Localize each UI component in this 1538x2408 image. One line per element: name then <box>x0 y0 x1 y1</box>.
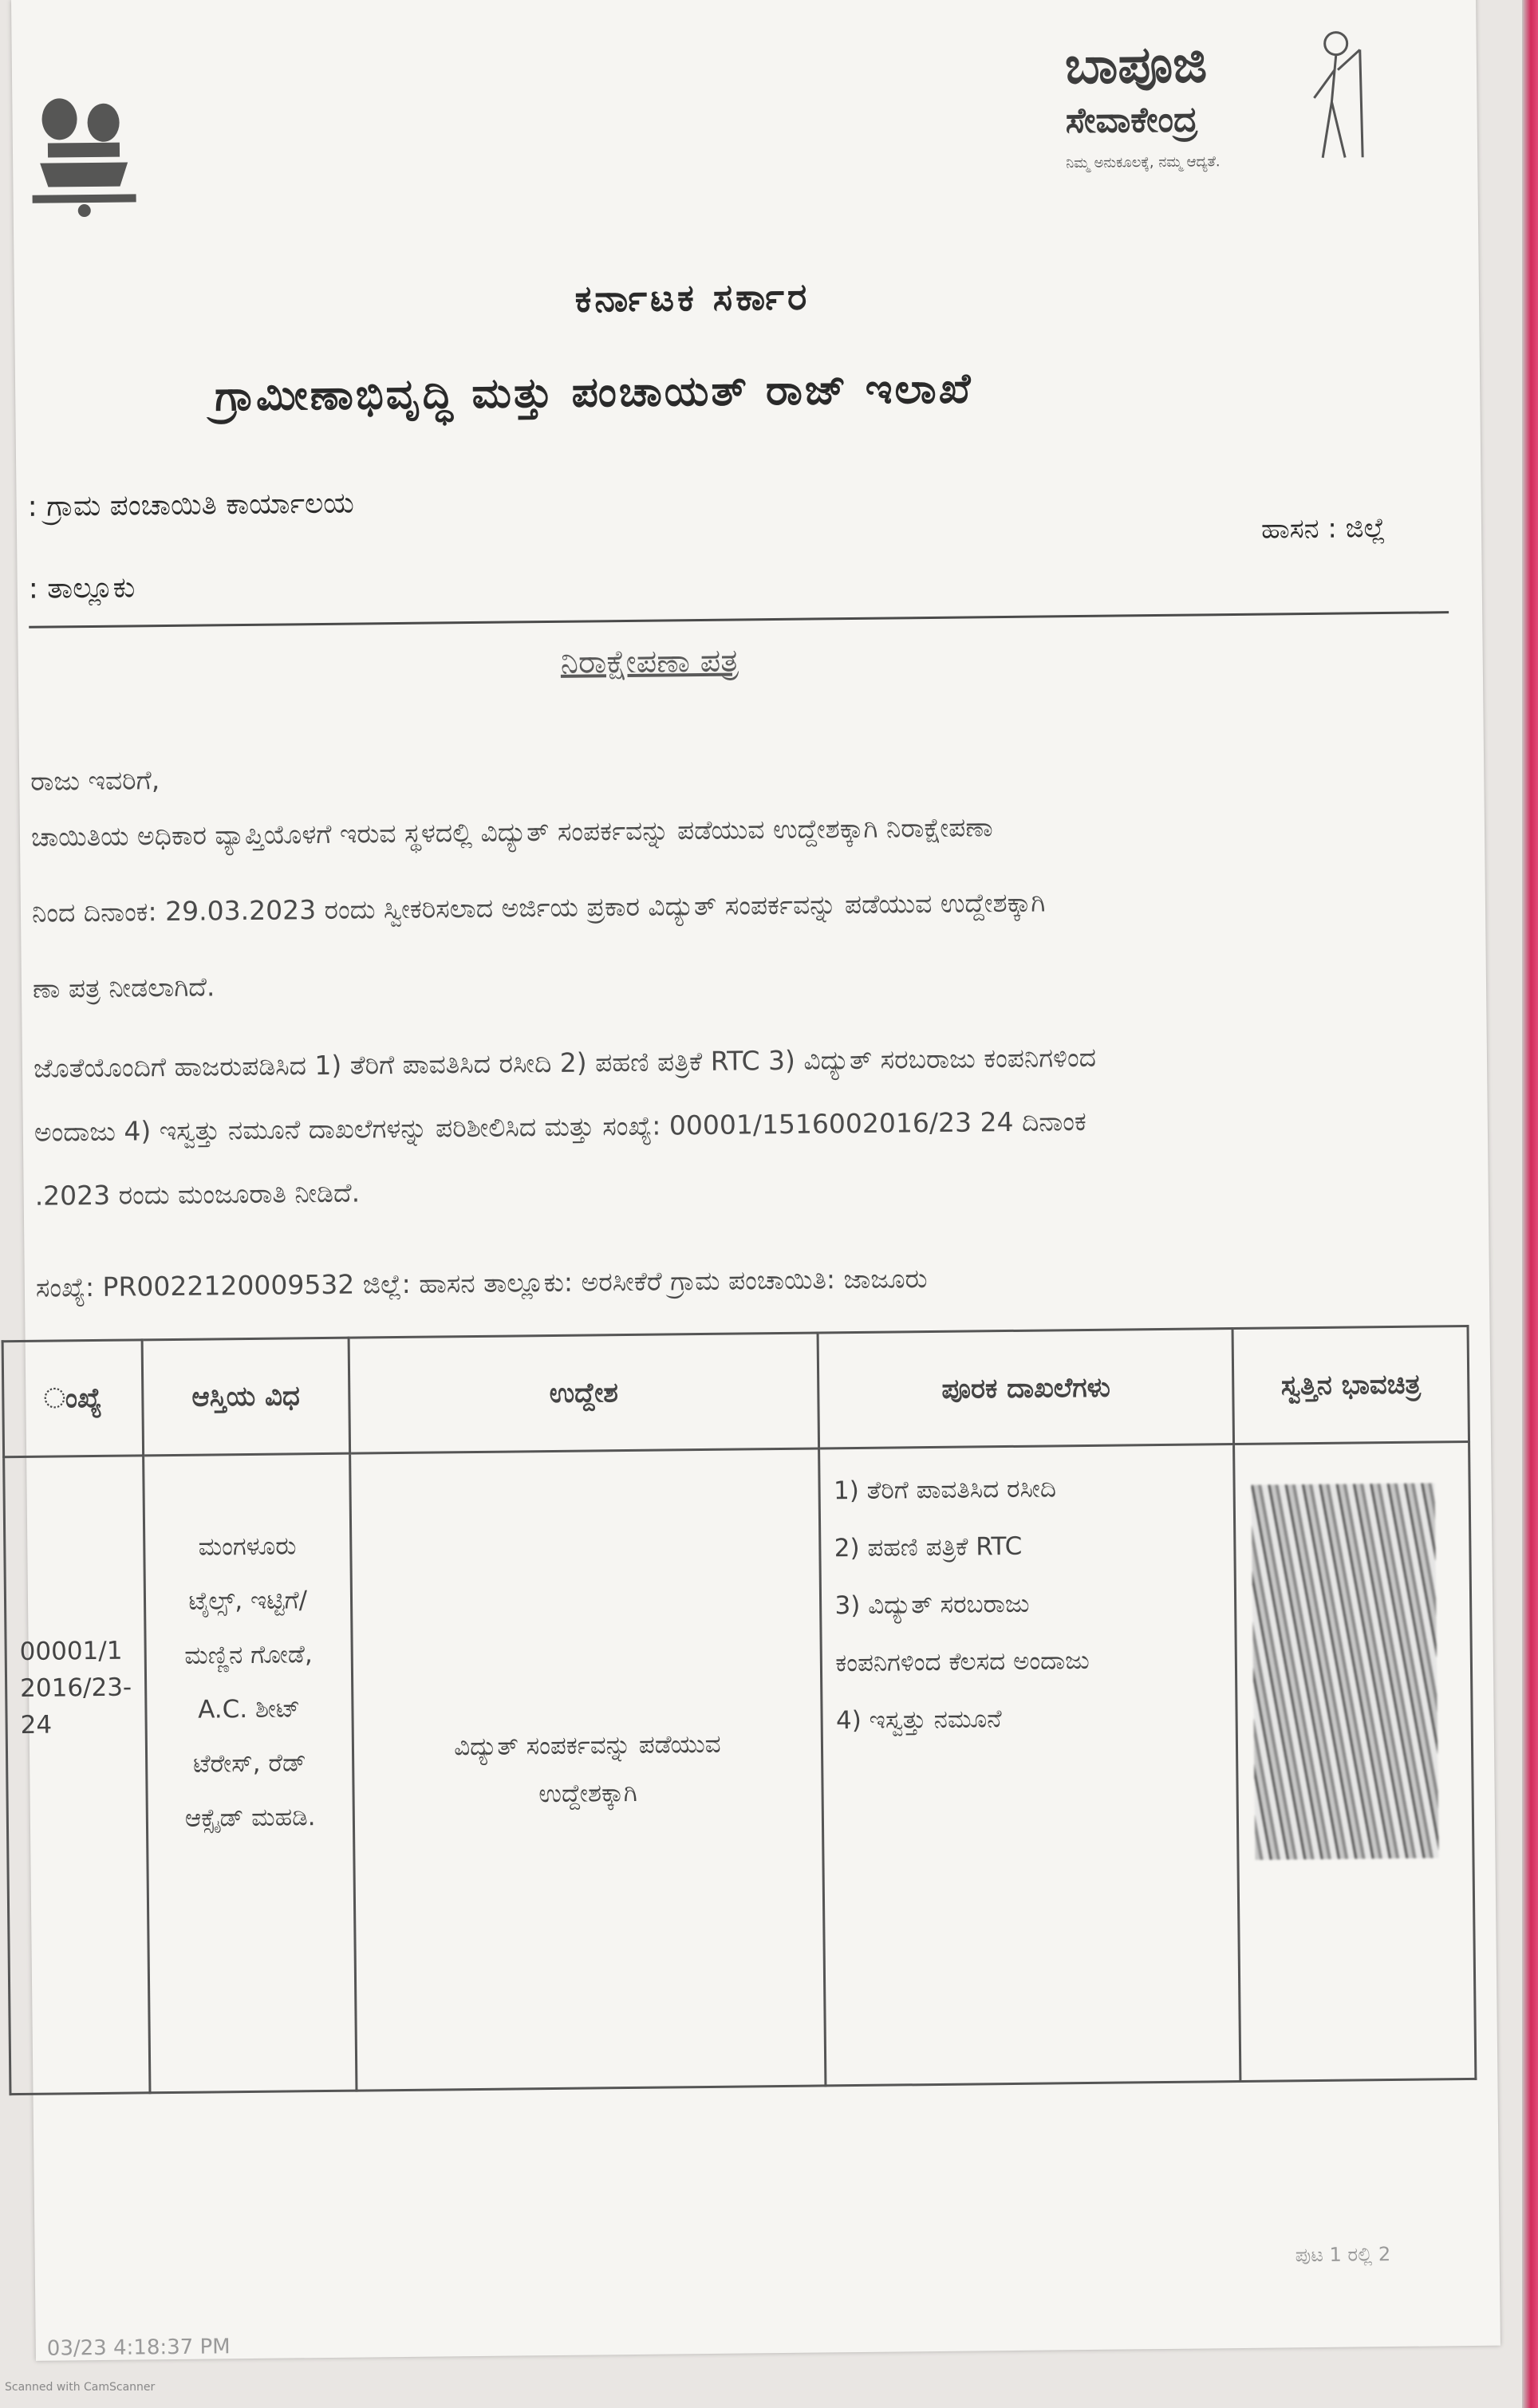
asset-type-line: A.C. ಶೀಟ್ <box>197 1694 301 1724</box>
column-header-documents: ಪೂರಕ ದಾಖಲೆಗಳು <box>818 1329 1233 1448</box>
document-page <box>11 0 1501 2361</box>
salutation: ರಾಜು ಇವರಿಗೆ, <box>30 764 160 797</box>
document-item: 2) ಪಹಣಿ ಪತ್ರಿಕೆ RTC <box>834 1531 1023 1563</box>
district-label: ಹಾಸನ : ಜಿಲ್ಲೆ <box>1260 511 1386 546</box>
document-item: 4) ಇಸ್ವತ್ತು ನಮೂನೆ <box>835 1705 1002 1736</box>
paragraph1-line3: ಣಾ ಪತ್ರ ನೀಡಲಾಗಿದೆ. <box>32 971 215 1004</box>
print-timestamp: 03/23 4:18:37 PM <box>46 2335 231 2361</box>
noc-number-line: 00001/1 <box>19 1636 123 1667</box>
document-title: ನಿರಾಕ್ಷೇಪಣಾ ಪತ್ರ <box>560 642 739 681</box>
document-item: 1) ತೆರಿಗೆ ಪಾವತಿಸಿದ ರಸೀದಿ <box>833 1474 1057 1506</box>
purpose-line: ವಿದ್ಯುತ್ ಸಂಪರ್ಕವನ್ನು ಪಡೆಯುವ <box>454 1729 721 1762</box>
column-header-photo: ಸ್ವತ್ತಿನ ಭಾವಚಿತ್ರ <box>1232 1326 1469 1444</box>
cell-property-photo <box>1234 1441 1476 2081</box>
paragraph2-line2: ಅಂದಾಜು 4) ಇಸ್ವತ್ತು ನಮೂನೆ ದಾಖಲೆಗಳನ್ನು ಪರಿಶೀಲಿಸಿದ ಮತ್ತು ಸಂಖ್ಯೆ: 00001/1516002016/23 24 ದಿನಾಂಕ <box>34 1105 1086 1148</box>
paragraph1-line2: ನಿಂದ ದಿನಾಂಕ: 29.03.2023 ರಂದು ಸ್ವೀಕರಿಸಲಾದ ಅರ್ಜಿಯ ಪ್ರಕಾರ ವಿದ್ಯುತ್ ಸಂಪರ್ಕವನ್ನು ಪಡೆಯುವ ಉದ್ದೇಶಕ್ಕಾಗಿ <box>31 886 1046 928</box>
karnataka-emblem-icon <box>23 86 144 223</box>
camscanner-watermark: Scanned with CamScanner <box>5 2381 156 2394</box>
header-divider <box>29 611 1449 629</box>
property-id-line: ಸಂಖ್ಯೆ: PR0022120009532 ಜಿಲ್ಲೆ: ಹಾಸನ ತಾಲ್ಲೂಕು: ಅರಸೀಕೆರೆ ಗ್ರಾಮ ಪಂಚಾಯಿತಿ: ಜಾಜೂರು <box>35 1263 928 1303</box>
property-photo <box>1252 1483 1439 1859</box>
column-header-asset-type: ಆಸ್ತಿಯ ವಿಧ <box>142 1338 349 1456</box>
paragraph2-line3: .2023 ರಂದು ಮಂಜೂರಾತಿ ನೀಡಿದೆ. <box>34 1176 361 1212</box>
asset-type-line: ಟೆರೇಸ್, ರೆಡ್ <box>192 1748 306 1779</box>
noc-number-line: 24 <box>20 1710 53 1740</box>
table-header-row <box>2 1326 1469 1456</box>
taluk-label: : ತಾಲ್ಲೂಕು <box>28 571 136 605</box>
noc-number-line: 2016/23- <box>19 1673 132 1703</box>
cell-noc-number <box>4 1456 150 2095</box>
asset-type-line: ಮಣ್ಣಿನ ಗೋಡೆ, <box>184 1640 313 1670</box>
asset-type-line: ಟೈಲ್ಸ್, ಇಟ್ಟಿಗೆ/ <box>188 1586 308 1616</box>
document-item: 3) ವಿದ್ಯುತ್ ಸರಬರಾಜು <box>834 1589 1030 1621</box>
logo-line1: ಬಾಪೂಜಿ <box>1064 35 1208 97</box>
asset-type-line: ಮಂಗಳೂರು <box>198 1531 297 1562</box>
asset-type-line: ಆಕ್ಸೈಡ್ ಮಹಡಿ. <box>184 1803 316 1833</box>
bapuji-seva-kendra-logo <box>1040 18 1377 188</box>
table-row <box>4 1441 1476 2094</box>
page-number: ಪುಟ 1 ರಲ್ಲಿ 2 <box>1295 2243 1391 2267</box>
govt-title: ಕರ್ನಾಟಕ ಸರ್ಕಾರ <box>574 274 810 321</box>
cell-documents <box>819 1444 1240 2086</box>
logo-tagline: ನಿಮ್ಮ ಅನುಕೂಲಕ್ಕೆ, ನಮ್ಮ ಆದ್ಯತೆ. <box>1066 153 1221 172</box>
purpose-line: ಉದ್ದೇಶಕ್ಕಾಗಿ <box>538 1778 637 1809</box>
cell-asset-type <box>144 1453 357 2093</box>
cell-purpose <box>349 1448 826 2091</box>
logo-line2: ಸೇವಾಕೇಂದ್ರ <box>1065 99 1198 142</box>
page-edge <box>1522 0 1538 2408</box>
noc-details-table <box>2 1325 1477 2095</box>
paragraph2-line1: ಜೊತೆಯೊಂದಿಗೆ ಹಾಜರುಪಡಿಸಿದ 1) ತೆರಿಗೆ ಪಾವತಿಸಿದ ರಸೀದಿ 2) ಪಹಣಿ ಪತ್ರಿಕೆ RTC 3) ವಿದ್ಯುತ್ ಸರಬರಾಜು ಕಂಪನಿಗಳಿಂದ <box>33 1041 1097 1084</box>
column-header-purpose: ಉದ್ದೇಶ <box>349 1333 819 1453</box>
office-label: : ಗ್ರಾಮ ಪಂಚಾಯಿತಿ ಕಾರ್ಯಾಲಯ <box>27 487 355 523</box>
gandhi-figure-icon <box>1303 26 1369 162</box>
document-item: ಕಂಪನಿಗಳಿಂದ ಕೆಲಸದ ಅಂದಾಜು <box>835 1645 1090 1678</box>
column-header-number: ಂಖ್ಯೆ <box>2 1340 143 1457</box>
department-title: ಗ್ರಾಮೀಣಾಭಿವೃದ್ಧಿ ಮತ್ತು ಪಂಚಾಯತ್ ರಾಜ್ ಇಲಾಖೆ <box>214 365 973 421</box>
paragraph1-line1: ಚಾಯಿತಿಯ ಅಧಿಕಾರ ವ್ಯಾಪ್ತಿಯೊಳಗೆ ಇರುವ ಸ್ಥಳದಲ್ಲಿ ವಿದ್ಯುತ್ ಸಂಪರ್ಕವನ್ನು ಪಡೆಯುವ ಉದ್ದೇಶಕ್ಕಾಗಿ ನಿರಾಕ್ಷೇಪಣಾ <box>30 811 993 853</box>
